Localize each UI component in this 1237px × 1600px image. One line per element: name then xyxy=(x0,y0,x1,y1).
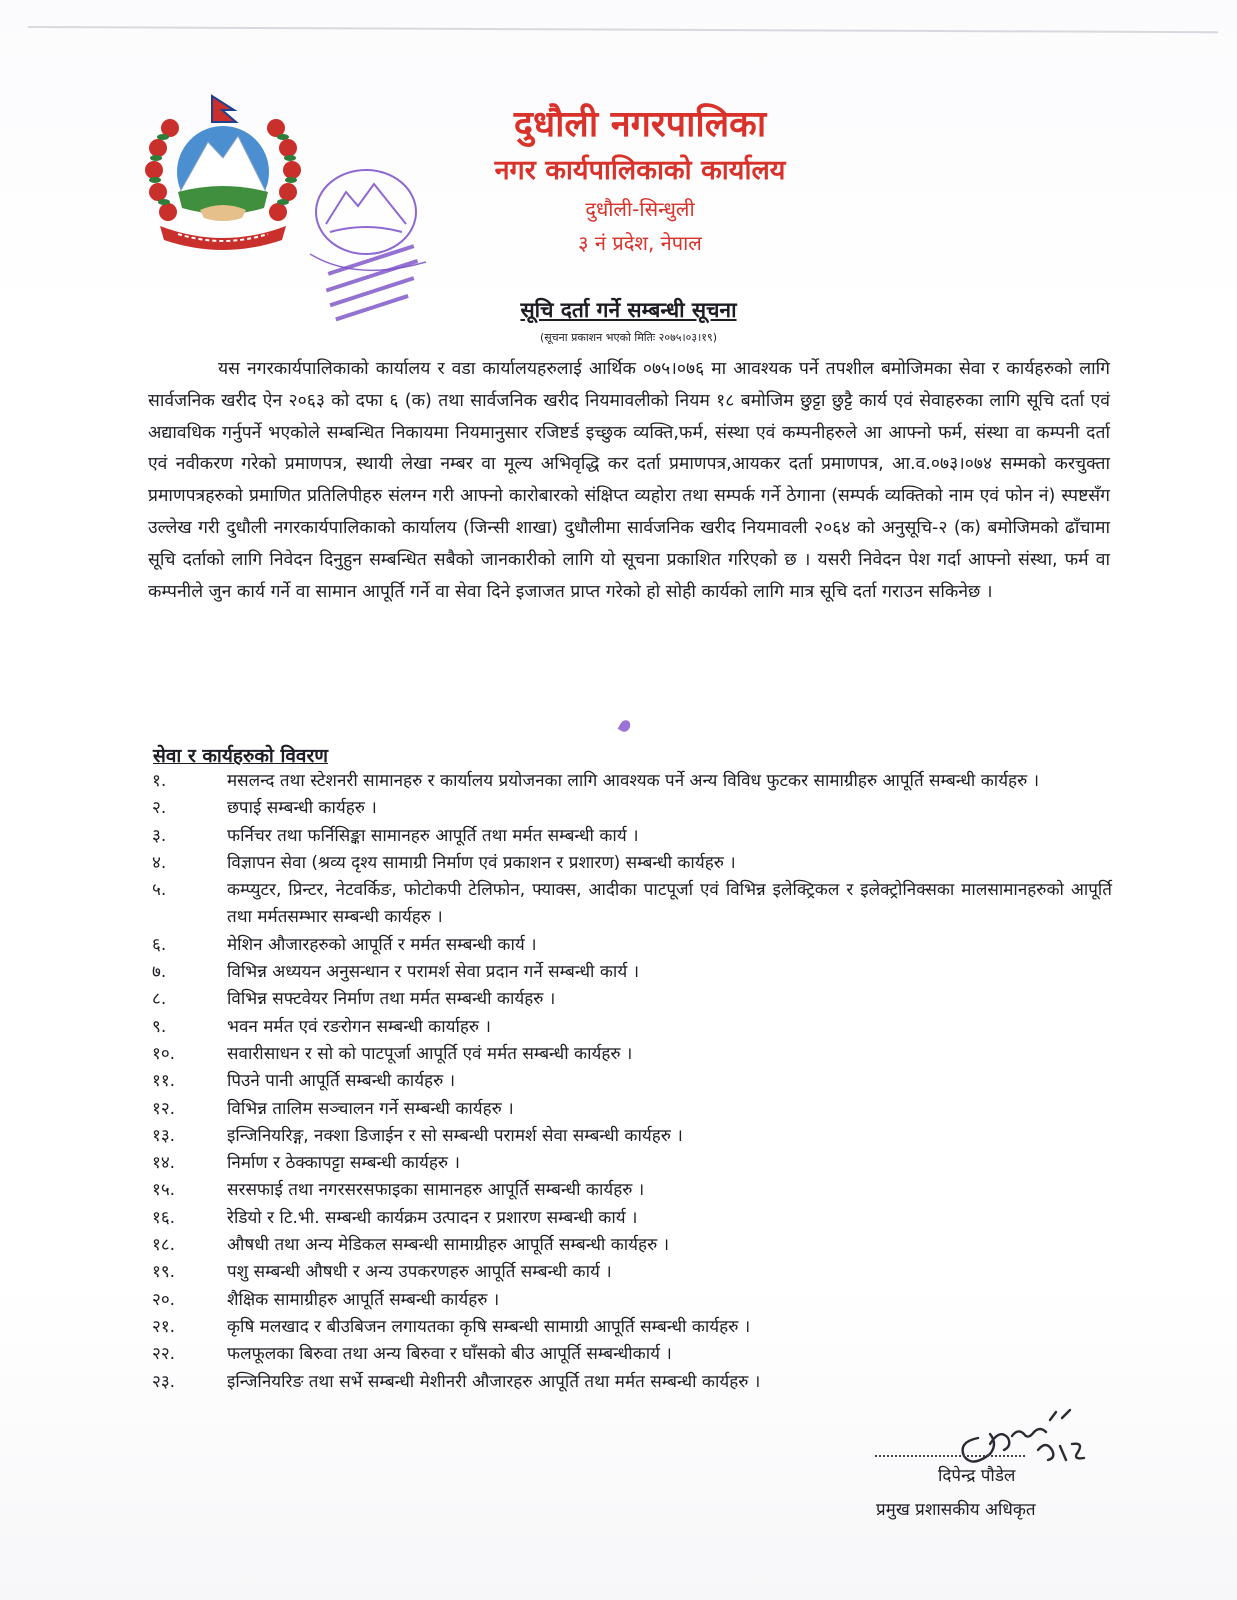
service-item xyxy=(152,1014,1112,1041)
service-item xyxy=(152,1341,1112,1368)
service-text: इन्जिनियरिङ्ग, नक्शा डिजाईन र सो सम्बन्धी परामर्श सेवा सम्बन्धी कार्यहरु । xyxy=(227,1125,683,1146)
address-line-2: ३ नं प्रदेश, नेपाल xyxy=(578,231,702,255)
service-item xyxy=(152,1287,1112,1314)
nepal-emblem-icon xyxy=(138,92,308,252)
service-text: भवन मर्मत एवं रङरोगन सम्बन्धी कार्याहरु । xyxy=(227,1016,491,1037)
service-item xyxy=(152,1123,1112,1150)
service-number: १५. xyxy=(152,1180,176,1201)
service-number: ५. xyxy=(152,880,167,901)
service-text: औषधी तथा अन्य मेडिकल सम्बन्धी सामाग्रीहरु आपूर्ति सम्बन्धी कार्यहरु । xyxy=(227,1235,670,1256)
service-item xyxy=(152,1177,1112,1204)
service-number: १६. xyxy=(152,1207,176,1228)
service-text: मेशिन औजारहरुको आपूर्ति र मर्मत सम्बन्धी कार्य । xyxy=(227,934,537,955)
notice-title-block xyxy=(0,296,1237,345)
service-item xyxy=(152,1259,1112,1286)
service-text: फलफूलका बिरुवा तथा अन्य बिरुवा र घाँसको बीउ आपूर्ति सम्बन्धीकार्य । xyxy=(227,1344,672,1365)
service-number: ८. xyxy=(152,989,167,1010)
service-text: रेडियो र टि.भी. सम्बन्धी कार्यक्रम उत्पादन र प्रशारण सम्बन्धी कार्य । xyxy=(227,1207,638,1228)
service-item xyxy=(152,1150,1112,1177)
service-number: ११. xyxy=(152,1071,176,1092)
service-number: २३. xyxy=(152,1371,176,1392)
service-text: इन्जिनियरिङ तथा सर्भे सम्बन्धी मेशीनरी औजारहरु आपूर्ति तथा मर्मत सम्बन्धी कार्यहरु । xyxy=(227,1371,761,1392)
service-text: कम्प्युटर, प्रिन्टर, नेटवर्किङ, फोटोकपी टेलिफोन, फ्याक्स, आदीका पाटपूर्जा एवं विभिन्न इलेक्ट्रिकल र इलेक्ट्रोनिक्सका मालसामानहरुको आपूर्ति तथा मर्मतसम्भार सम्बन्धी कार्यहरु । xyxy=(227,880,1112,928)
service-item xyxy=(152,768,1112,795)
paper-edge xyxy=(28,26,1218,33)
service-number: ६. xyxy=(152,934,167,955)
signer-title: प्रमुख प्रशासकीय अधिकृत xyxy=(876,1500,1036,1520)
service-text: विभिन्न अध्ययन अनुसन्धान र परामर्श सेवा प्रदान गर्ने सम्बन्धी कार्य । xyxy=(227,962,640,983)
service-number: २. xyxy=(152,798,167,819)
service-number: १. xyxy=(152,771,167,791)
service-number: १८. xyxy=(152,1235,176,1256)
service-text: मसलन्द तथा स्टेशनरी सामानहरु र कार्यालय प्रयोजनका लागि आवश्यक पर्ने अन्य विविध फुटकर सामाग्रीहरु आपूर्ति सम्बन्धी कार्यहरु । xyxy=(227,771,1040,791)
service-number: ३. xyxy=(152,825,167,846)
signature-line xyxy=(875,1455,1025,1457)
service-item xyxy=(152,850,1112,877)
service-item xyxy=(152,823,1112,850)
service-text: विभिन्न तालिम सञ्चालन गर्ने सम्बन्धी कार्यहरु । xyxy=(227,1098,514,1119)
service-text: सवारीसाधन र सो को पाटपूर्जा आपूर्ति एवं मर्मत सम्बन्धी कार्यहरु । xyxy=(227,1043,633,1064)
service-item xyxy=(152,1369,1112,1396)
service-number: १३. xyxy=(152,1125,176,1146)
service-text: पिउने पानी आपूर्ति सम्बन्धी कार्यहरु । xyxy=(227,1071,456,1092)
service-number: ४. xyxy=(152,852,167,873)
services-heading: सेवा र कार्यहरुको विवरण xyxy=(153,745,328,767)
services-list xyxy=(152,768,1112,1396)
service-item xyxy=(152,795,1112,822)
service-text: फर्निचर तथा फर्निसिङ्का सामानहरु आपूर्ति तथा मर्मत सम्बन्धी कार्य । xyxy=(227,825,639,846)
notice-title: सूचि दर्ता गर्ने सम्बन्धी सूचना xyxy=(520,298,737,322)
service-number: १०. xyxy=(152,1043,176,1064)
service-number: १९. xyxy=(152,1262,176,1283)
service-item xyxy=(152,932,1112,959)
notice-body: यस नगरकार्यपालिकाको कार्यालय र वडा कार्यालयहरुलाई आर्थिक ०७५।०७६ मा आवश्यक पर्ने तपशील बमोजिमका सेवा र कार्यहरुको लागि सार्वजनिक खरीद ऐन २०६३ को दफा ६ (क) तथा सार्वजनिक खरीद नियमावलीको नियम १८ बमोजिम छुट्टा छुट्टै कार्य एवं सेवाहरुका लागि सूचि दर्ता एवं अद्यावधिक गर्नुपर्ने भएकोले सम्बन्धित निकायमा नियमानुसार रजिष्टर्ड इच्छुक व्यक्ति,फर्म, संस्था एवं कम्पनीहरुले आ आफ्नो फर्म, संस्था वा कम्पनी दर्ता एवं नवीकरण गरेको प्रमाणपत्र, स्थायी लेखा नम्बर वा मूल्य अभिवृद्धि कर दर्ता प्रमाणपत्र,आयकर दर्ता प्रमाणपत्र, आ.व.०७३।०७४ सम्मको करचुक्ता प्रमाणपत्रहरुको प्रमाणित प्रतिलिपीहरु संलग्न गरी आफ्नो कारोबारको संक्षिप्त व्यहोरा तथा सम्पर्क गर्ने ठेगाना (सम्पर्क व्यक्तिको नाम एवं फोन नं) स्पष्टसँग उल्लेख गरी दुधौली नगरकार्यपालिकाको कार्यालय (जिन्सी शाखा) दुधौलीमा सार्वजनिक खरीद नियमावली २०६४ को अनुसूचि-२ (क) बमोजिमको ढाँचामा सूचि दर्ताको लागि निवेदन दिनुहुन सम्बन्धित सबैको जानकारीको लागि यो सूचना प्रकाशित गरिएको छ । यसरी निवेदन पेश गर्दा आफ्नो संस्था, फर्म वा कम्पनीले जुन कार्य गर्ने वा सामान आपूर्ति गर्ने वा सेवा दिने इजाजत प्राप्त गरेको हो सोही कार्यको लागि मात्र सूचि दर्ता गराउन सकिनेछ । xyxy=(148,359,1110,602)
service-text: कृषि मलखाद र बीउबिजन लगायतका कृषि सम्बन्धी सामाग्री आपूर्ति सम्बन्धी कार्यहरु । xyxy=(227,1316,751,1337)
ink-mark xyxy=(618,718,633,733)
service-item xyxy=(152,1314,1112,1341)
org-name: दुधौली नगरपालिका xyxy=(513,104,767,145)
letterhead xyxy=(380,100,900,260)
service-number: २१. xyxy=(152,1316,176,1337)
service-text: विज्ञापन सेवा (श्रव्य दृश्य सामाग्री निर्माण एवं प्रकाशन र प्रशारण) सम्बन्धी कार्यहरु । xyxy=(227,852,736,873)
service-text: छपाई सम्बन्धी कार्यहरु । xyxy=(227,798,377,819)
service-item xyxy=(152,1041,1112,1068)
service-text: पशु सम्बन्धी औषधी र अन्य उपकरणहरु आपूर्ति सम्बन्धी कार्य । xyxy=(227,1262,612,1283)
service-number: ७. xyxy=(152,962,167,983)
service-number: १२. xyxy=(152,1098,176,1119)
service-text: विभिन्न सफ्टवेयर निर्माण तथा मर्मत सम्बन्धी कार्यहरु । xyxy=(227,989,556,1010)
service-item xyxy=(152,1096,1112,1123)
service-text: सरसफाई तथा नगरसरसफाइका सामानहरु आपूर्ति सम्बन्धी कार्यहरु । xyxy=(227,1180,645,1201)
service-item xyxy=(152,1068,1112,1095)
service-text: शैक्षिक सामाग्रीहरु आपूर्ति सम्बन्धी कार्यहरु । xyxy=(227,1289,500,1310)
service-number: १४. xyxy=(152,1153,176,1174)
service-item xyxy=(152,986,1112,1013)
service-item xyxy=(152,1232,1112,1259)
service-number: २०. xyxy=(152,1289,176,1310)
service-item xyxy=(152,1205,1112,1232)
service-item xyxy=(152,877,1112,932)
signer-name: दिपेन्द्र पौडेल xyxy=(938,1466,1016,1486)
service-number: ९. xyxy=(152,1016,167,1037)
service-item xyxy=(152,959,1112,986)
service-text: निर्माण र ठेक्कापट्टा सम्बन्धी कार्यहरु । xyxy=(227,1153,460,1174)
office-name: नगर कार्यपालिकाको कार्यालय xyxy=(494,155,786,186)
address-line-1: दुधौली-सिन्धुली xyxy=(585,197,695,221)
service-number: २२. xyxy=(152,1344,176,1365)
publish-date: (सूचना प्रकाशन भएको मितिः २०७५।०३।१९) xyxy=(539,331,718,344)
